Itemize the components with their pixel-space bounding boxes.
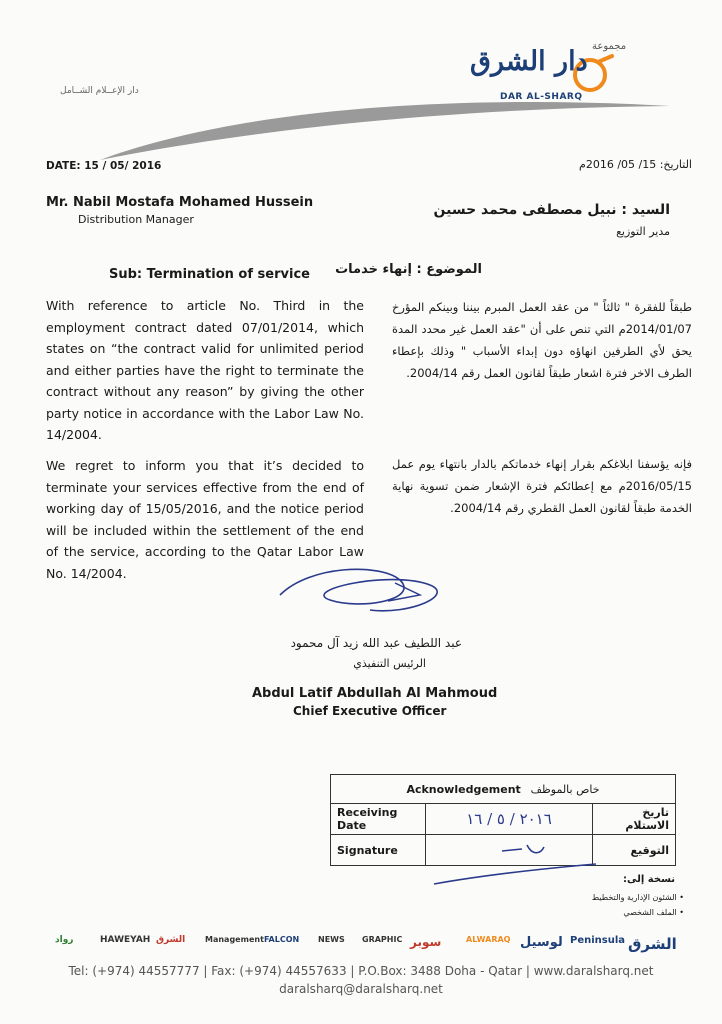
recipient-name-arabic: السيد : نبيل مصطفى محمد حسين [433, 202, 670, 218]
acknowledgement-title-cell [331, 775, 676, 804]
acknowledgement-header-row [331, 775, 676, 804]
subject-arabic: الموضوع : إنهاء خدمات [335, 262, 482, 277]
receiving-date-value: ٢٠١٦ / ٥ / ١٦ [426, 804, 593, 835]
brand-logo-alwaraq: ALWARAQ [466, 935, 511, 944]
recipient-role-english: Distribution Manager [78, 213, 194, 226]
body-arabic-paragraph-2: فإنه يؤسفنا ابلاغكم بقرار إنهاء خدماتكم بالدار بانتهاء يوم عمل 2016/05/15م مع إعطائكم فترة الإشعار ضمن تسوية نهاية الخدمة طبقاً لقانون العمل القطري رقم 2004/14. [392, 457, 692, 515]
recipient-name-english: Mr. Nabil Mostafa Mohamed Hussein [46, 195, 314, 210]
body-arabic-paragraph-1: طبقاً للفقرة " ثالثاً " من عقد العمل المبرم بيننا وبينكم المؤرخ 2014/01/07م التي تنص على أن "عقد العمل غير محدد المدة يحق لأي الطرفين انهاؤه دون إبداء الأسباب " وذلك بإعطاء الطرف الاخر فترة اشعار طبقاً لقانون العمل رقم 2004/14. [392, 300, 692, 380]
signatory-name-english: Abdul Latif Abdullah Al Mahmoud [252, 686, 498, 701]
footer-email: daralsharq@daralsharq.net [279, 982, 443, 996]
logo-group-label: مجموعة [592, 41, 627, 52]
handwritten-signature [270, 555, 470, 635]
receiving-date-row [331, 804, 676, 835]
copies-item: • الملف الشخصي [623, 908, 684, 917]
subject-english: Sub: Termination of service [109, 267, 310, 282]
logo-arabic: دار الشرق [470, 46, 588, 77]
acknowledgement-title-arabic: خاص بالموظف [530, 782, 600, 796]
copies-list [592, 890, 684, 920]
copies-title: نسخة إلى: [623, 874, 675, 885]
acknowledgement-title-english: Acknowledgement [406, 782, 521, 796]
recipient-role-arabic: مدير التوزيع [616, 225, 670, 238]
footer-contact: Tel: (+974) 44557777 | Fax: (+974) 44557633 | P.O.Box: 3488 Doha - Qatar | www.daralsharq.net [68, 964, 654, 978]
date-arabic: التاريخ: 15/ 05/ 2016م [579, 158, 692, 171]
employee-signature-scribble [432, 837, 582, 861]
acknowledgement-table [330, 774, 676, 866]
receiving-date-label-arabic: تاريخ الاستلام [593, 804, 676, 835]
brand-logo-falcon: FALCON [264, 935, 300, 944]
header-tagline: دار الإعــلام الشــامل [60, 86, 139, 96]
body-english-paragraph-2: We regret to inform you that it’s decided to terminate your services effective from the end of working day of 15/05/2016, and the notice period will be included within the settlement of the end of the service, according to the Qatar Labor Law No. 14/2004. [46, 458, 364, 581]
signatory-name-arabic: عبد اللطيف عبد الله زيد آل محمود [290, 636, 462, 650]
brand-logo-news: NEWS [318, 935, 345, 944]
acknowledgement-stroke [430, 860, 600, 890]
brand-logo-super: سوبر [410, 935, 442, 949]
body-english-paragraph-1: With reference to article No. Third in the employment contract dated 07/01/2014, which states on “the contract valid for unlimited period and either parties have the right to terminate the contract without any reason” by giving the other party notice in accordance with the Labor Law No. 14/2004. [46, 298, 364, 442]
signatory-role-arabic: الرئيس التنفيذي [353, 657, 426, 670]
date-english: DATE: 15 / 05/ 2016 [46, 160, 162, 172]
receiving-date-label: Receiving Date [331, 804, 426, 835]
brand-logo-sharq-small: الشرق [156, 935, 186, 945]
brand-logo-ruwad: رواد [55, 935, 74, 945]
signature-label-arabic: التوقيع [593, 835, 676, 866]
copies-item: • الشئون الإدارية والتخطيط [591, 893, 684, 902]
logo-english: DAR AL-SHARQ [500, 92, 583, 102]
signatory-role-english: Chief Executive Officer [293, 704, 447, 718]
brand-logo-peninsula: Peninsula [570, 935, 626, 946]
brand-logo-lusail: لوسيل [520, 935, 563, 950]
brand-logo-haweyah: HAWEYAH [100, 935, 151, 945]
brand-logo-graphic: GRAPHIC [362, 935, 403, 944]
brand-logo-sharq: الشرق [628, 935, 677, 953]
brand-logo-management: Management [205, 935, 264, 944]
signature-label: Signature [331, 835, 426, 866]
